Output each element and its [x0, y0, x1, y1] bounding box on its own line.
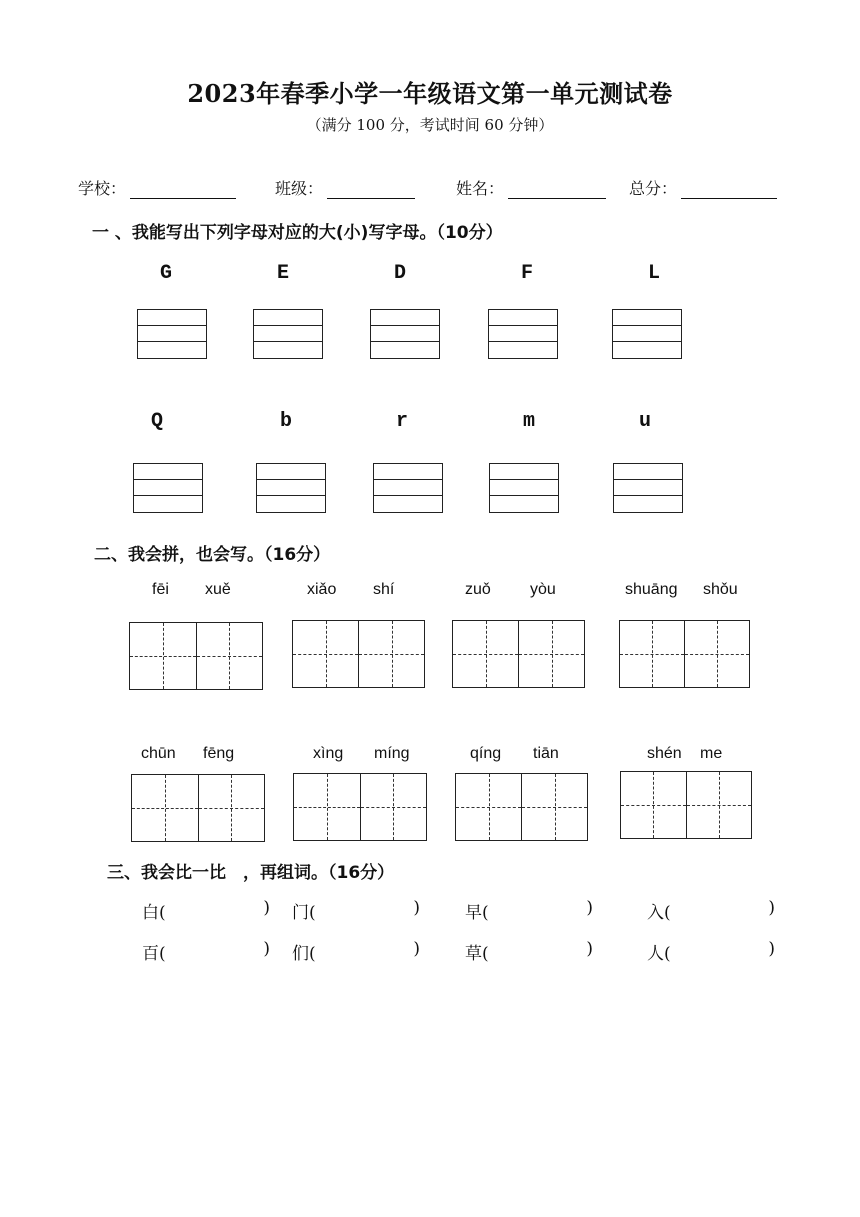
close-paren: )	[263, 939, 270, 959]
character: 白	[142, 903, 159, 923]
letter-prompt: m	[522, 410, 535, 433]
word-blank-item[interactable]	[142, 939, 270, 964]
section3-points: （16分）	[328, 863, 395, 883]
section2-heading-text: 二、我会拼，也会写。	[94, 545, 264, 565]
name-field	[456, 176, 606, 199]
open-paren: (	[482, 944, 489, 964]
class-field	[275, 176, 415, 199]
pinyin: shí	[373, 581, 395, 598]
pinyin: xìng	[313, 745, 344, 762]
letter-prompt: r	[395, 410, 408, 433]
writing-lines[interactable]	[253, 309, 323, 359]
class-label: 班级：	[275, 179, 324, 198]
character: 们	[292, 944, 309, 964]
pinyin: shén	[647, 745, 682, 762]
pinyin: chūn	[141, 745, 176, 762]
section2-points: （16分）	[264, 545, 331, 565]
name-label: 姓名：	[456, 179, 505, 198]
writing-lines[interactable]	[612, 309, 682, 359]
open-paren: (	[664, 944, 671, 964]
school-blank[interactable]	[130, 180, 236, 199]
pinyin: shǒu	[703, 581, 738, 598]
letter-prompt: b	[279, 410, 292, 433]
section3-heading-text: 三、我会比一比 ，再组词。	[107, 863, 328, 883]
pinyin: míng	[374, 745, 410, 762]
pinyin: xuě	[205, 581, 231, 598]
page-title: 2023年春季小学一年级语文第一单元测试卷	[187, 79, 673, 108]
writing-lines[interactable]	[256, 463, 326, 513]
page-subtitle: （满分 100 分，考试时间 60 分钟）	[306, 116, 554, 134]
close-paren: )	[413, 939, 420, 959]
pinyin: xiǎo	[307, 581, 337, 598]
close-paren: )	[413, 898, 420, 918]
writing-lines[interactable]	[613, 463, 683, 513]
score-label: 总分：	[629, 179, 678, 198]
letter-prompt: G	[159, 262, 172, 285]
word-blank-item[interactable]	[292, 898, 420, 923]
score-field	[629, 176, 777, 199]
school-field	[78, 176, 236, 199]
section1-points: （10分）	[436, 223, 503, 243]
open-paren: (	[159, 903, 166, 923]
letter-prompt: L	[647, 262, 660, 285]
pinyin: yòu	[530, 581, 556, 598]
close-paren: )	[768, 898, 775, 918]
pinyin: fēng	[203, 745, 235, 762]
letter-prompt: u	[638, 410, 651, 433]
writing-lines[interactable]	[489, 463, 559, 513]
open-paren: (	[664, 903, 671, 923]
tian-grid[interactable]	[455, 773, 588, 841]
word-blank-item[interactable]	[142, 898, 270, 923]
close-paren: )	[586, 898, 593, 918]
character: 百	[142, 944, 159, 964]
pinyin: tiān	[533, 745, 559, 762]
character: 草	[465, 944, 482, 964]
close-paren: )	[768, 939, 775, 959]
character: 人	[647, 944, 664, 964]
tian-grid[interactable]	[619, 620, 750, 688]
pinyin: fēi	[152, 581, 169, 598]
word-blank-item[interactable]	[465, 898, 593, 923]
character: 入	[647, 903, 664, 923]
open-paren: (	[159, 944, 166, 964]
open-paren: (	[482, 903, 489, 923]
word-blank-item[interactable]	[292, 939, 420, 964]
word-blank-item[interactable]	[647, 939, 775, 964]
section2-heading	[94, 540, 330, 565]
section1-heading-text: 一 、我能写出下列字母对应的大(小)写字母。	[92, 223, 437, 243]
writing-lines[interactable]	[133, 463, 203, 513]
writing-lines[interactable]	[137, 309, 207, 359]
open-paren: (	[309, 903, 316, 923]
close-paren: )	[263, 898, 270, 918]
school-label: 学校：	[78, 179, 127, 198]
writing-lines[interactable]	[488, 309, 558, 359]
writing-lines[interactable]	[370, 309, 440, 359]
letter-prompt: D	[393, 262, 406, 285]
score-blank[interactable]	[681, 180, 777, 199]
writing-lines[interactable]	[373, 463, 443, 513]
name-blank[interactable]	[508, 180, 606, 199]
tian-grid[interactable]	[620, 771, 752, 839]
open-paren: (	[309, 944, 316, 964]
close-paren: )	[586, 939, 593, 959]
tian-grid[interactable]	[292, 620, 425, 688]
letter-prompt: Q	[150, 410, 163, 433]
class-blank[interactable]	[327, 180, 415, 199]
pinyin: qíng	[470, 745, 502, 762]
letter-prompt: F	[520, 262, 533, 285]
tian-grid[interactable]	[131, 774, 265, 842]
pinyin: shuāng	[625, 581, 678, 598]
pinyin: me	[700, 745, 723, 762]
word-blank-item[interactable]	[647, 898, 775, 923]
word-blank-item[interactable]	[465, 939, 593, 964]
section1-heading	[92, 218, 503, 243]
tian-grid[interactable]	[293, 773, 427, 841]
tian-grid[interactable]	[129, 622, 263, 690]
letter-prompt: E	[276, 262, 289, 285]
section3-heading	[107, 858, 394, 883]
tian-grid[interactable]	[452, 620, 585, 688]
character: 门	[292, 903, 309, 923]
pinyin: zuǒ	[465, 581, 491, 598]
character: 早	[465, 903, 482, 923]
